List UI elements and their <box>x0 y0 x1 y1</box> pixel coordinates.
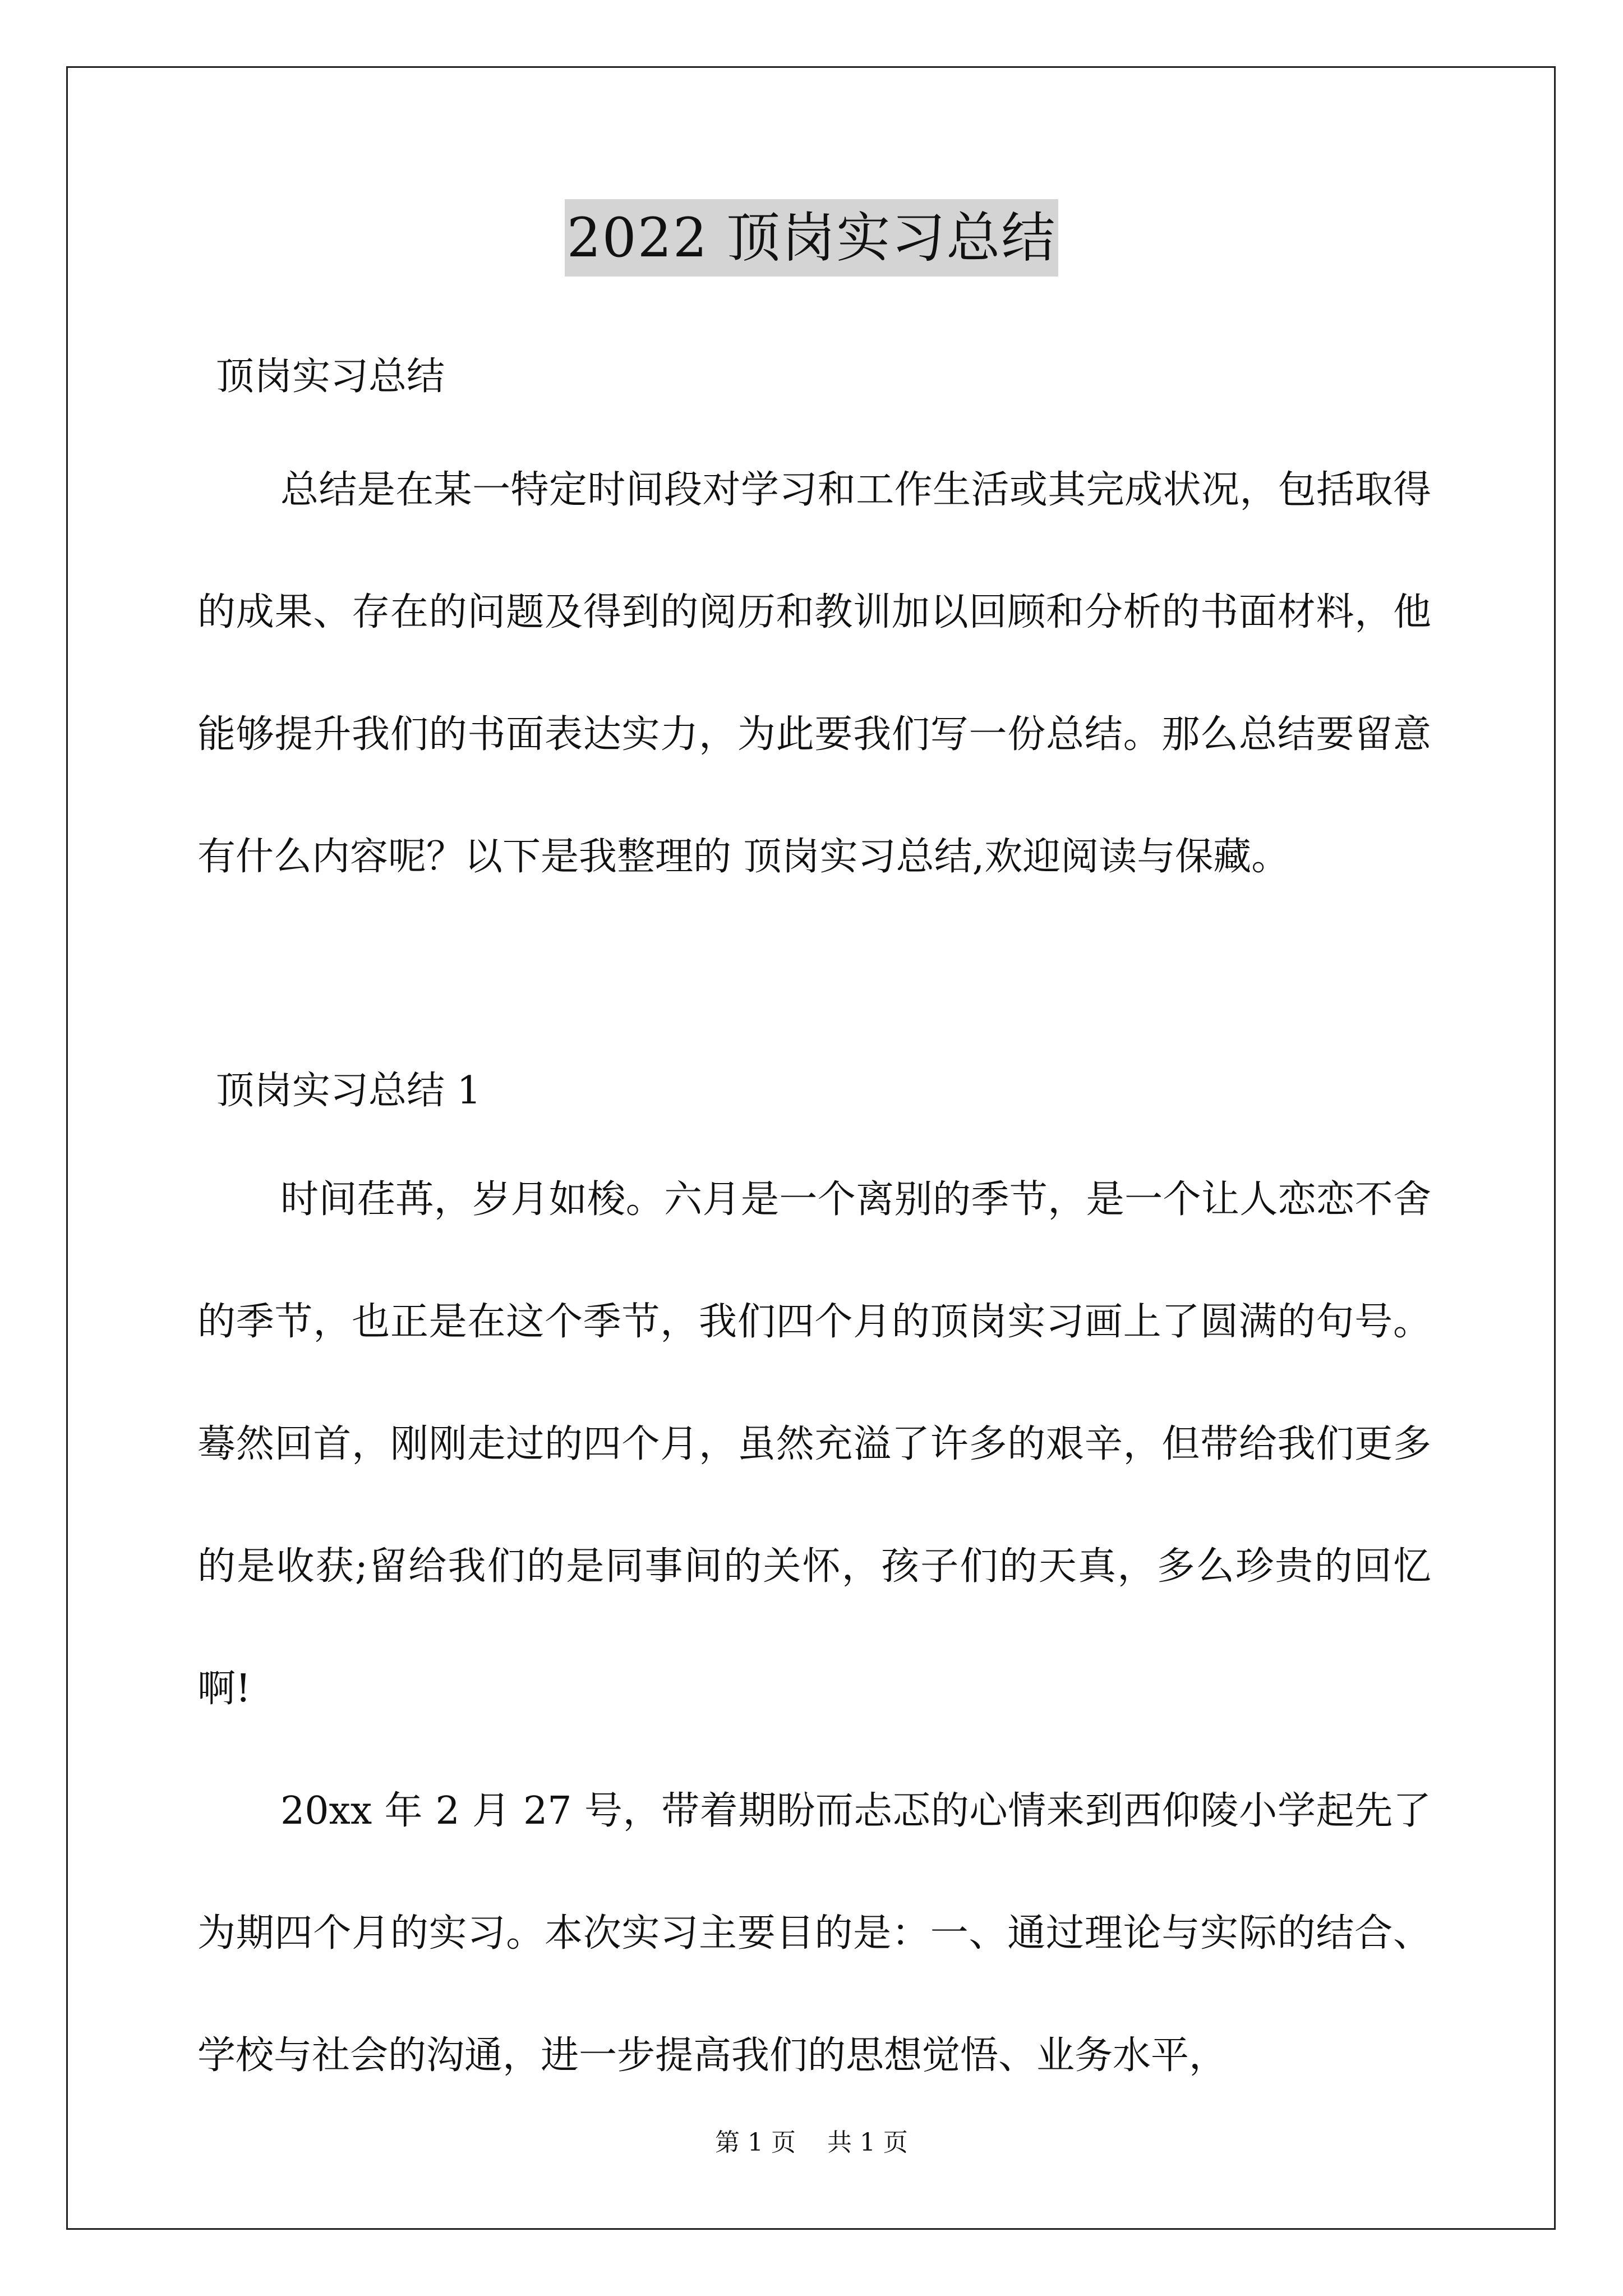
page-footer: 第 1 页 共 1 页 <box>715 2128 908 2157</box>
section1-paragraph-2: 20xx 年 2 月 27 号，带着期盼而忐忑的心情来到西仰陵小学起先了为期四个月的实习。本次实习主要目的是：一、通过理论与实际的结合、学校与社会的沟通，进一步提高我们的思想觉悟、业务水平， <box>197 1789 1431 2078</box>
intro-heading: 顶岗实习总结 <box>216 355 445 399</box>
document-title: 2022 顶岗实习总结 <box>565 199 1059 277</box>
intro-paragraph: 总结是在某一特定时间段对学习和工作生活或其完成状况，包括取得的成果、存在的问题及得到的阅历和教训加以回顾和分析的书面材料，他能够提升我们的书面表达实力，为此要我们写一份总结。那么总结要留意有什么内容呢？以下是我整理的 顶岗实习总结,欢迎阅读与保藏。 <box>197 468 1431 879</box>
section1-heading: 顶岗实习总结 1 <box>216 1069 481 1113</box>
title-container <box>0 199 1623 277</box>
section1-paragraph-1: 时间荏苒，岁月如梭。六月是一个离别的季节，是一个让人恋恋不舍的季节，也正是在这个季节，我们四个月的顶岗实习画上了圆满的句号。蓦然回首，刚刚走过的四个月，虽然充溢了许多的艰辛，但带给我们更多的是收获;留给我们的是同事间的关怀，孩子们的天真，多么珍贵的回忆啊! <box>197 1177 1431 1711</box>
